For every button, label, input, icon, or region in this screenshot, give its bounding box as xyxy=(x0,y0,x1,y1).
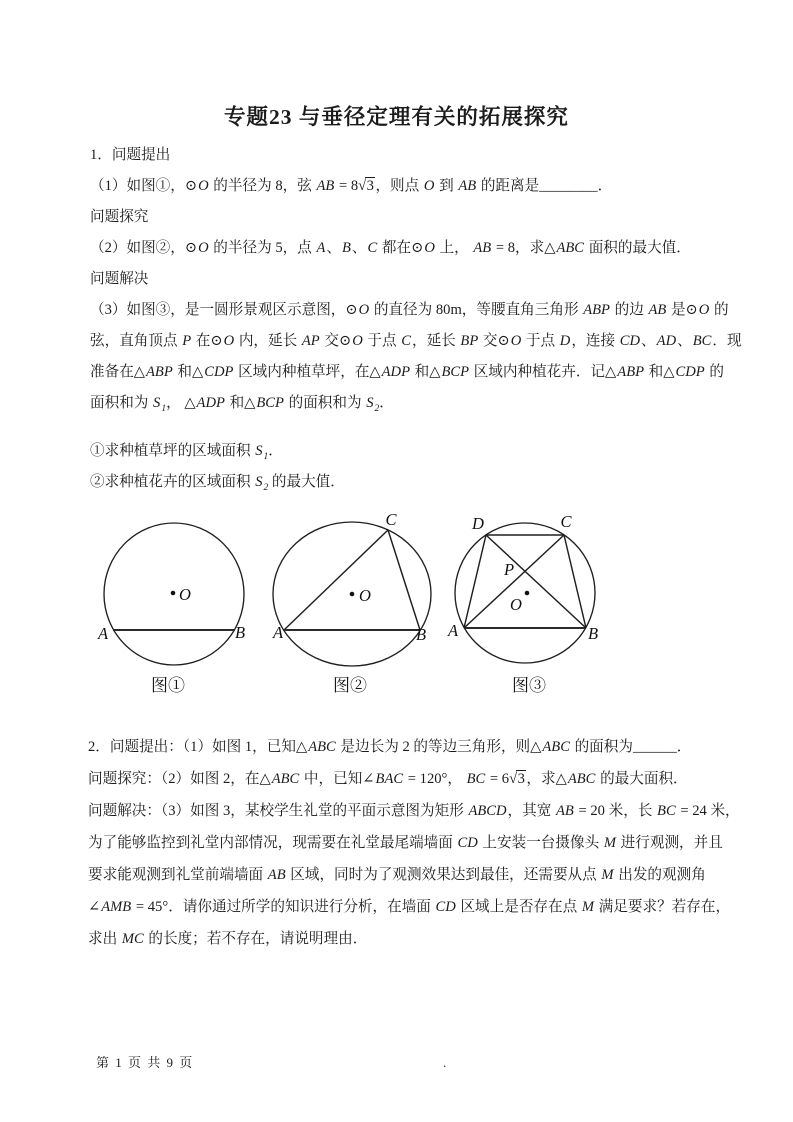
text-run: 、 xyxy=(351,240,367,256)
figure-3-side-BC xyxy=(564,535,586,628)
math-variable: ABC xyxy=(308,739,336,755)
paragraph-line xyxy=(90,171,718,202)
text-run: 的面积为 xyxy=(570,739,633,755)
text-run: = 8 xyxy=(335,178,359,194)
radical-sign: √ xyxy=(509,771,517,787)
math-variable: O xyxy=(352,333,363,349)
math-variable: ABCD xyxy=(468,803,507,819)
text-run: 都在⊙ xyxy=(378,240,424,256)
text-run: 准备在△ xyxy=(90,364,146,380)
paragraph-line xyxy=(88,795,740,827)
text-run: 交⊙ xyxy=(479,333,510,349)
math-variable: O xyxy=(423,178,435,194)
text-run: ______ xyxy=(632,739,677,755)
radicand: 3 xyxy=(366,178,374,194)
text-run: 的直径为 80m，等腰直角三角形 xyxy=(370,302,583,318)
figure-3-diagonal-AC xyxy=(464,535,564,628)
text-run: 中，已知∠ xyxy=(300,771,375,787)
text-run: 2．问题提出：（1）如图 1，已知△ xyxy=(88,739,308,755)
radical-sign: √ xyxy=(358,178,366,194)
text-run: 区域，同时为了观测效果达到最佳，还需要从点 xyxy=(286,867,601,883)
text-run: = 120°， xyxy=(404,771,466,787)
figure-3 xyxy=(447,512,598,695)
figure-2-label-O: O xyxy=(359,586,371,605)
math-variable: AD xyxy=(656,333,677,349)
math-variable: AB xyxy=(316,178,335,194)
text-run: 区域上是否存在点 xyxy=(456,899,581,915)
text-run: 为了能够监控到礼堂内部情况，现需要在礼堂最尾端墙面 xyxy=(88,835,457,851)
text-run: 和△ xyxy=(645,364,675,380)
page-footer: 第 1 页 共 9 页 xyxy=(96,1055,194,1070)
figure-3-diagonal-BD xyxy=(486,535,586,628)
subscript: 2 xyxy=(263,482,269,493)
figure-3-label-P: P xyxy=(503,560,515,579)
text-run: ________ xyxy=(539,178,598,194)
math-variable: S xyxy=(255,474,263,490)
math-variable: AMB xyxy=(101,899,132,915)
math-variable: O xyxy=(223,333,235,349)
text-run: 于点 xyxy=(363,333,401,349)
sqrt-expression xyxy=(509,770,526,787)
paragraph-line xyxy=(90,436,718,467)
text-run: ， △ xyxy=(166,395,196,411)
figure-3-label-A: A xyxy=(447,621,459,640)
text-run: 的面积和为 xyxy=(284,395,366,411)
math-variable: M xyxy=(581,899,595,915)
figure-3-label-O: O xyxy=(510,595,522,614)
text-run: 、 xyxy=(641,333,656,349)
text-run: ①求种植草坪的区域面积 xyxy=(90,443,255,459)
math-variable: S xyxy=(366,395,374,411)
text-run: = 45°．请你通过所学的知识进行分析，在墙面 xyxy=(132,899,435,915)
paragraph-line xyxy=(90,140,718,171)
text-run: 交⊙ xyxy=(320,333,352,349)
math-variable: BCP xyxy=(441,364,470,380)
math-variable: O xyxy=(424,240,435,256)
math-variable: ABP xyxy=(583,302,610,318)
figure-1-center-dot xyxy=(171,591,176,596)
math-variable: CD xyxy=(619,333,641,349)
text-run: 的最大值． xyxy=(268,474,345,490)
figure-2-label-A: A xyxy=(272,623,284,642)
text-run: ②求种植花卉的区域面积 xyxy=(90,474,255,490)
figure-2-label-C: C xyxy=(385,510,397,529)
text-run: 到 xyxy=(435,178,458,194)
paragraph-line xyxy=(88,859,716,891)
text-run: （2）如图②，⊙ xyxy=(90,240,198,256)
figure-3-side-AD xyxy=(464,535,486,628)
text-run: （3）如图③，是一圆形景观区示意图，⊙ xyxy=(90,302,358,318)
math-variable: AP xyxy=(301,333,320,349)
math-variable: ABC xyxy=(542,739,570,755)
figure-2-caption: 图② xyxy=(333,676,367,695)
text-run: 、 xyxy=(326,240,341,256)
text-run: 问题探究 xyxy=(90,209,149,225)
text-run: 的半径为 5，点 xyxy=(209,240,316,256)
figure-1-caption: 图① xyxy=(151,676,185,695)
text-run: 区域内种植草坪，在△ xyxy=(234,364,381,380)
text-run: = 20 米，长 xyxy=(574,803,657,819)
paragraph-line xyxy=(90,467,718,498)
text-run: 的 xyxy=(710,302,729,318)
text-run: 的 xyxy=(705,364,724,380)
math-variable: S xyxy=(153,395,161,411)
radicand: 3 xyxy=(517,771,525,787)
math-variable: CD xyxy=(435,899,456,915)
figure-1-label-B: B xyxy=(234,623,246,642)
text-run: 的边 xyxy=(610,302,648,318)
text-run: ，延长 xyxy=(411,333,460,349)
math-variable: MC xyxy=(121,931,144,947)
figure-1-label-O: O xyxy=(179,585,191,604)
math-variable: O xyxy=(698,302,710,318)
text-run: ，求△ xyxy=(526,771,567,787)
math-variable: AB xyxy=(555,803,574,819)
math-variable: CDP xyxy=(204,364,234,380)
text-run: 进行观测，并且 xyxy=(617,835,723,851)
text-run: 的半径为 8，弦 xyxy=(209,178,316,194)
text-run: ． xyxy=(268,443,283,459)
subscript: 2 xyxy=(374,403,380,414)
math-variable: ABP xyxy=(146,364,173,380)
text-run: 问题解决：（3）如图 3，某校学生礼堂的平面示意图为矩形 xyxy=(88,803,468,819)
math-variable: B xyxy=(341,240,351,256)
math-variable: O xyxy=(358,302,370,318)
math-variable: AB xyxy=(458,178,477,194)
figure-3-label-D: D xyxy=(472,514,484,533)
math-variable: BC xyxy=(692,333,712,349)
paragraph-line xyxy=(90,326,742,357)
text-run: 是⊙ xyxy=(667,302,698,318)
text-run: ．现 xyxy=(712,333,742,349)
math-variable: AB xyxy=(648,302,667,318)
text-run: 和△ xyxy=(411,364,441,380)
math-variable: ABC xyxy=(567,771,596,787)
text-run: 和△ xyxy=(173,364,204,380)
figure-2-side-CB xyxy=(388,530,420,630)
math-variable: M xyxy=(601,867,614,883)
text-run: 在⊙ xyxy=(192,333,223,349)
text-run: 弦，直角顶点 xyxy=(90,333,182,349)
text-run: = 24 米， xyxy=(676,803,740,819)
text-run: 1．问题提出 xyxy=(90,147,171,163)
math-variable: ABC xyxy=(556,240,585,256)
paragraph-line xyxy=(90,388,718,419)
math-variable: O xyxy=(198,178,209,194)
math-variable: C xyxy=(367,240,378,256)
text-run: 出发的观测角 xyxy=(614,867,706,883)
figure-3-label-C: C xyxy=(560,512,572,531)
text-run: = 6 xyxy=(486,771,510,787)
math-variable: O xyxy=(510,333,522,349)
text-run: 面积的最大值． xyxy=(585,240,691,256)
paragraph-line xyxy=(88,731,716,763)
subscript: 1 xyxy=(161,403,167,414)
text-run: 的距离是 xyxy=(477,178,540,194)
text-run: ． xyxy=(597,178,613,194)
text-run: （1）如图①，⊙ xyxy=(90,178,198,194)
paragraph-line xyxy=(88,827,723,859)
text-run: 的最大面积． xyxy=(596,771,688,787)
text-run: 内，延长 xyxy=(235,333,301,349)
text-run: 和△ xyxy=(225,395,256,411)
figure-1-label-A: A xyxy=(97,624,109,643)
text-run: 上安装一台摄像头 xyxy=(478,835,603,851)
text-run: ． xyxy=(379,395,394,411)
text-run: ，其宽 xyxy=(507,803,555,819)
sqrt-expression xyxy=(358,177,375,194)
figure-2-label-B: B xyxy=(415,625,427,644)
math-variable: BC xyxy=(466,771,486,787)
paragraph-line xyxy=(88,891,731,923)
math-variable: D xyxy=(559,333,571,349)
math-variable: CDP xyxy=(675,364,705,380)
text-run: = 8，求△ xyxy=(492,240,556,256)
document-title: 专题23 与垂径定理有关的拓展探究 xyxy=(224,105,569,129)
math-variable: BAC xyxy=(375,771,404,787)
math-variable: CD xyxy=(457,835,478,851)
math-variable: P xyxy=(182,333,192,349)
math-variable: ADP xyxy=(196,395,225,411)
text-run: ． xyxy=(676,739,692,755)
paragraph-line xyxy=(88,923,716,955)
section-1-text xyxy=(90,140,742,498)
text-run: 上， xyxy=(435,240,473,256)
math-variable: AB xyxy=(473,240,492,256)
paragraph-line xyxy=(90,233,718,264)
text-run: 问题解决 xyxy=(90,271,149,287)
figures-illustration xyxy=(90,503,660,708)
paragraph-line xyxy=(90,357,724,388)
math-variable: S xyxy=(255,443,263,459)
math-variable: BC xyxy=(657,803,676,819)
math-variable: A xyxy=(316,240,326,256)
text-run: 区域内种植花卉．记△ xyxy=(470,364,617,380)
paragraph-line xyxy=(90,202,718,233)
math-variable: AB xyxy=(267,867,286,883)
math-variable: ABC xyxy=(271,771,300,787)
math-variable: ADP xyxy=(381,364,411,380)
figure-3-center-dot xyxy=(525,591,530,596)
math-variable: O xyxy=(198,240,209,256)
text-run: 问题探究：（2）如图 2，在△ xyxy=(88,771,271,787)
text-run: ，连接 xyxy=(571,333,619,349)
math-variable: ABP xyxy=(617,364,645,380)
paragraph-line xyxy=(88,763,716,795)
footer-period: . xyxy=(443,1055,447,1070)
text-run: ∠ xyxy=(88,899,101,915)
figure-3-label-B: B xyxy=(587,624,599,643)
math-variable: BP xyxy=(460,333,479,349)
text-run: 、 xyxy=(677,333,692,349)
text-run: 面积和为 xyxy=(90,395,153,411)
text-run: 于点 xyxy=(522,333,559,349)
figure-2-side-AC xyxy=(284,530,388,630)
figure-1 xyxy=(97,523,245,695)
text-run: 的长度；若不存在，请说明理由． xyxy=(144,931,368,947)
subscript: 1 xyxy=(263,451,269,462)
text-run: 求出 xyxy=(88,931,121,947)
paragraph-line xyxy=(90,264,718,295)
paragraph-line xyxy=(90,295,729,326)
text-run: ，则点 xyxy=(375,178,423,194)
math-variable: C xyxy=(401,333,411,349)
figure-3-caption: 图③ xyxy=(512,676,546,695)
math-variable: M xyxy=(603,835,617,851)
text-run: 要求能观测到礼堂前端墙面 xyxy=(88,867,267,883)
text-run: 满足要求？若存在， xyxy=(595,899,731,915)
figure-2-center-dot xyxy=(350,592,355,597)
figure-2 xyxy=(272,510,431,695)
text-run: 是边长为 2 的等边三角形，则△ xyxy=(336,739,542,755)
math-variable: BCP xyxy=(256,395,284,411)
section-2-text xyxy=(88,731,740,955)
